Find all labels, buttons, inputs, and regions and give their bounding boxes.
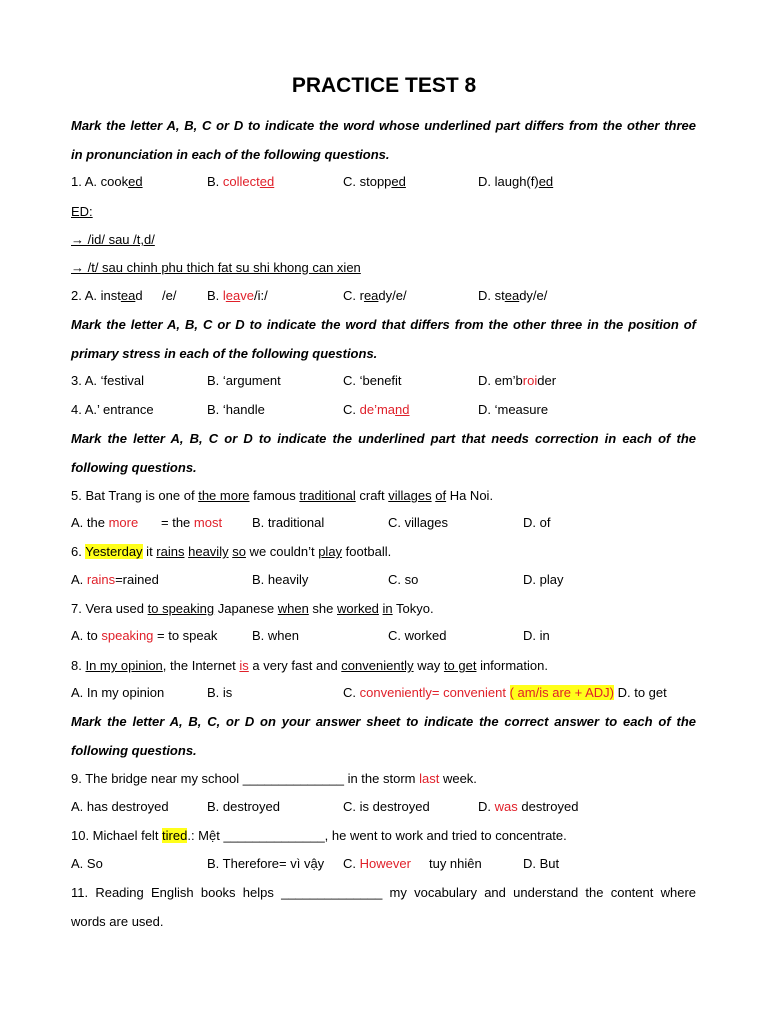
question-9-options xyxy=(71,799,711,817)
q2-option-c: C. ready/e/ xyxy=(343,288,407,303)
q6-option-b: B. heavily xyxy=(252,572,309,587)
question-10-options xyxy=(71,856,711,874)
q7-option-c: C. worked xyxy=(388,628,447,643)
q6-option-a: A. rains=rained xyxy=(71,572,159,587)
q8-option-c: C. conveniently= convenient ( am/is are + ADJ) D. to get xyxy=(343,685,667,700)
section1-instruction-line1: Mark the letter A, B, C or D to indicate the word whose underlined part differs from the other three xyxy=(71,118,696,133)
question-8-options xyxy=(71,685,711,703)
question-11-stem-line1: 11. Reading English books helps ______________ my vocabulary and understand the content where xyxy=(71,885,696,900)
q2-option-b: B. leave/i:/ xyxy=(207,288,268,303)
q1-option-c: C. stopped xyxy=(343,174,406,189)
q6-option-d: D. play xyxy=(523,572,564,587)
q5-option-b: B. traditional xyxy=(252,515,325,530)
section3-instruction-line1: Mark the letter A, B, C or D to indicate the underlined part that needs correction in each of the xyxy=(71,431,696,446)
q8-option-b: B. is xyxy=(207,685,233,700)
question-11-stem-line2: words are used. xyxy=(71,914,164,929)
q2-option-a-phonetic: /e/ xyxy=(162,288,177,303)
question-3-options xyxy=(71,373,711,391)
q3-option-d: D. em’broider xyxy=(478,373,557,388)
question-10-stem: 10. Michael felt tired.: Mệt ______________, he went to work and tried to concentrate. xyxy=(71,828,567,843)
question-5-stem: 5. Bat Trang is one of the more famous traditional craft villages of Ha Noi. xyxy=(71,488,494,503)
q5-option-d: D. of xyxy=(523,515,551,530)
question-2-options xyxy=(71,288,711,306)
question-7-options xyxy=(71,628,711,646)
q9-option-a: A. has destroyed xyxy=(71,799,169,814)
q4-option-a: 4. A.’ entrance xyxy=(71,402,154,417)
q2-option-d: D. steady/e/ xyxy=(478,288,548,303)
q4-option-b: B. ‘handle xyxy=(207,402,265,417)
section2-instruction-line2: primary stress in each of the following questions. xyxy=(71,346,378,361)
question-4-options xyxy=(71,402,711,420)
q7-option-b: B. when xyxy=(252,628,299,643)
q3-option-c: C. ‘benefit xyxy=(343,373,402,388)
section3-instruction-line2: following questions. xyxy=(71,460,197,475)
page-title: PRACTICE TEST 8 xyxy=(291,74,477,97)
question-7-stem: 7. Vera used to speaking Japanese when she worked in Tokyo. xyxy=(71,601,434,616)
q10-option-a: A. So xyxy=(71,856,103,871)
ed-note-rule2: → /t/ sau chinh phu thich fat su shi khong can xien xyxy=(71,260,361,275)
q4-option-c: C. de’mand xyxy=(343,402,410,417)
q1-option-d: D. laugh(f)ed xyxy=(478,174,554,189)
q7-option-d: D. in xyxy=(523,628,550,643)
q9-option-b: B. destroyed xyxy=(207,799,280,814)
section4-instruction-line2: following questions. xyxy=(71,743,197,758)
q2-option-a: 2. A. instead xyxy=(71,288,143,303)
q10-option-c: C. However tuy nhiên xyxy=(343,856,482,871)
q9-option-c: C. is destroyed xyxy=(343,799,430,814)
question-6-stem: 6. Yesterday it rains heavily so we couldn’t play football. xyxy=(71,544,392,559)
section4-instruction-line1: Mark the letter A, B, C, or D on your answer sheet to indicate the correct answer to each of the xyxy=(71,714,696,729)
q3-option-a: 3. A. ‘festival xyxy=(71,373,144,388)
q10-option-d: D. But xyxy=(523,856,560,871)
section2-instruction-line1: Mark the letter A, B, C or D to indicate the word that differs from the other three in the position of xyxy=(71,317,696,332)
q6-option-c: C. so xyxy=(388,572,419,587)
q8-option-a: A. In my opinion xyxy=(71,685,165,700)
q1-option-b: B. collected xyxy=(207,174,275,189)
q4-option-d: D. ‘measure xyxy=(478,402,549,417)
q7-option-a: A. to speaking = to speak xyxy=(71,628,218,643)
q9-option-d: D. was destroyed xyxy=(478,799,579,814)
question-5-options xyxy=(71,515,711,533)
q5-option-c: C. villages xyxy=(388,515,448,530)
q5-option-a: A. the more xyxy=(71,515,139,530)
question-8-stem: 8. In my opinion, the Internet is a very fast and conveniently way to get information. xyxy=(71,658,548,673)
section1-instruction-line2: in pronunciation in each of the following questions. xyxy=(71,147,390,162)
q10-option-b: B. Therefore= vì vậy xyxy=(207,856,325,871)
ed-note-rule1: → /id/ sau /t,d/ xyxy=(71,232,155,247)
question-1-options xyxy=(71,174,711,192)
ed-note-heading: ED: xyxy=(71,204,93,219)
question-9-stem: 9. The bridge near my school ______________ in the storm last week. xyxy=(71,771,477,786)
q3-option-b: B. ‘argument xyxy=(207,373,281,388)
q1-option-a: 1. A. cooked xyxy=(71,174,143,189)
q5-option-a-correction: = the most xyxy=(161,515,223,530)
question-6-options xyxy=(71,572,711,590)
